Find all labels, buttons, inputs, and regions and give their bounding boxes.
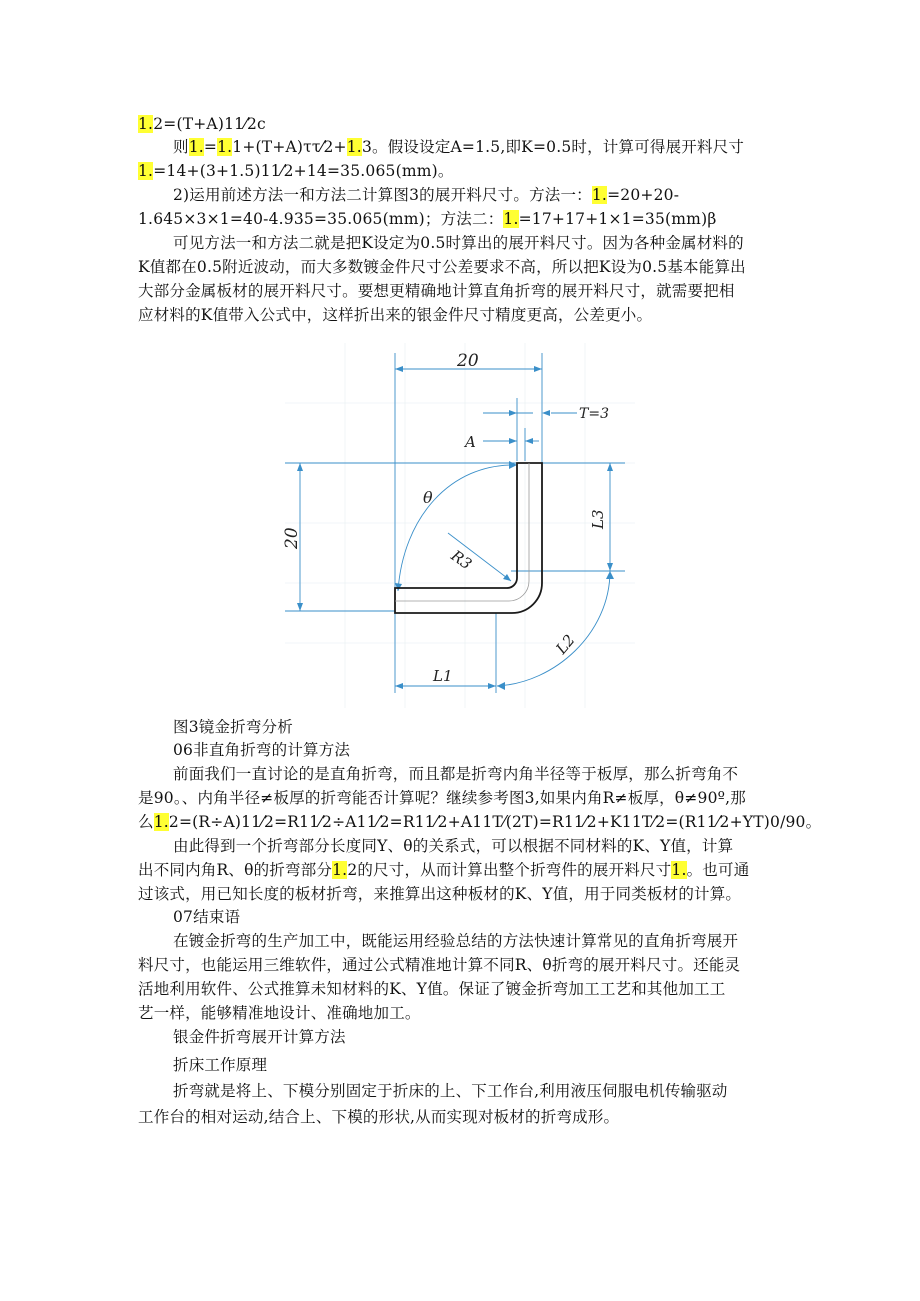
- text-run: 前面我们一直讨论的是直角折弯，而且都是折弯内角半径等于板厚，那么折弯角不: [173, 765, 739, 783]
- text-run: 应材料的K值带入公式中，这样折出来的银金件尺寸精度更高，公差更小。: [138, 306, 653, 324]
- text-line-l12: [173, 763, 738, 785]
- text-run: 则: [173, 138, 189, 156]
- text-run: =14+(3+1.5)11⁄2+14=35.065(mm)。: [153, 162, 454, 180]
- text-line-l11: [173, 739, 350, 761]
- text-run: 07结束语: [173, 908, 241, 926]
- highlighted-number: 1.: [153, 813, 169, 831]
- text-run: 活地利用软件、公式推算未知材料的K、Y值。保证了镀金折弯加工工艺和其他加工工: [138, 980, 726, 998]
- text-run: =: [203, 138, 218, 156]
- text-run: 料尺寸，也能运用三维软件，通过公式精准地计算不同R、θ折弯的展开料尺寸。还能灵: [138, 956, 741, 974]
- highlighted-number: 1.: [346, 138, 362, 156]
- text-line-l15: [173, 835, 733, 857]
- dim-width-label: 20: [457, 351, 479, 371]
- highlighted-number: 1.: [591, 186, 608, 204]
- text-run: 2的尺寸，从而计算出整个折弯件的展开料尺寸: [347, 861, 672, 879]
- text-run: 么: [138, 813, 154, 831]
- highlighted-number: 1.: [671, 861, 687, 879]
- text-run: K值都在0.5附近波动，而大多数镀金件尺寸公差要求不高，所以把K设为0.5基本能算出: [138, 258, 746, 276]
- text-line-l7: [138, 256, 746, 278]
- text-line-l16: [138, 859, 749, 881]
- label-theta: θ: [423, 488, 433, 507]
- figure-grid: [285, 343, 635, 708]
- text-run: 3。假设设定A=1.5,即K=0.5时，计算可得展开料尺寸: [361, 138, 745, 156]
- text-line-l22: [138, 1002, 421, 1024]
- text-line-l1: [138, 113, 266, 135]
- text-run: 是90。、内角半径≠板厚的折弯能否计算呢？继续参考图3,如果内角R≠板厚，θ≠90º,那: [138, 789, 746, 807]
- text-line-l14: [138, 811, 821, 833]
- text-run: =20+20-: [607, 186, 680, 204]
- text-line-l26: [138, 1106, 619, 1128]
- highlighted-number: 1.: [503, 210, 519, 228]
- text-run: 由此得到一个折弯部分长度同Y、θ的关系式，可以根据不同材料的K、Y值，计算: [173, 837, 734, 855]
- label-a: A: [465, 433, 476, 451]
- text-line-l17: [138, 883, 741, 905]
- highlighted-number: 1.: [332, 861, 348, 879]
- text-run: 折床工作原理: [173, 1056, 268, 1074]
- highlighted-number: 1.: [188, 138, 204, 156]
- text-run: 1+(T+A)ττ⁄2+: [232, 138, 347, 156]
- text-run: =17+17+1×1=35(mm)β: [518, 210, 717, 228]
- text-line-l6: [173, 232, 744, 254]
- dim-height-label: 20: [282, 527, 302, 549]
- label-l3: L3: [589, 509, 607, 529]
- text-line-l2: [173, 136, 744, 158]
- text-line-l10: [173, 716, 293, 738]
- text-line-l21: [138, 978, 725, 1000]
- text-line-l18: [173, 906, 240, 928]
- text-run: 2=(R÷A)11⁄2=R11⁄2÷A11⁄2=R11⁄2+A11T⁄(2T)=R11⁄2+K11T⁄2=(R11⁄2+YT)0/90。: [168, 813, 822, 831]
- text-run: 银金件折弯展开计算方法: [173, 1028, 346, 1046]
- highlighted-number: 1.: [138, 115, 154, 133]
- text-run: 可见方法一和方法二就是把K设定为0.5时算出的展开料尺寸。因为各种金属材料的: [173, 234, 744, 252]
- highlighted-number: 1.: [217, 138, 233, 156]
- text-run: 2=(T+A)11⁄2c: [153, 115, 266, 133]
- label-l2: L2: [552, 631, 579, 658]
- text-run: 折弯就是将上、下模分别固定于折床的上、下工作台,利用液压伺服电机传输驱动: [173, 1082, 728, 1100]
- text-run: 2)运用前述方法一和方法二计算图3的展开料尺寸。方法一：: [173, 186, 592, 204]
- text-line-l9: [138, 304, 652, 326]
- highlighted-number: 1.: [138, 162, 154, 180]
- text-line-l25: [173, 1080, 728, 1102]
- text-line-l23: [173, 1026, 346, 1048]
- dim-thickness-label: T=3: [579, 406, 609, 422]
- text-line-l13: [138, 787, 746, 809]
- text-line-l19: [173, 930, 738, 952]
- text-run: 出不同内角R、θ的折弯部分: [138, 861, 333, 879]
- text-line-l3: [138, 160, 454, 182]
- text-run: 图3镜金折弯分析: [173, 718, 293, 736]
- text-run: 艺一样，能够精准地设计、准确地加工。: [138, 1004, 421, 1022]
- text-run: 大部分金属板材的展开料尺寸。要想更精确地计算直角折弯的展开料尺寸，就需要把相: [138, 282, 735, 300]
- bent-sheet-part: [395, 463, 542, 613]
- text-run: 06非直角折弯的计算方法: [173, 741, 351, 759]
- text-line-l4: [173, 184, 679, 206]
- label-l1: L1: [433, 667, 453, 685]
- text-line-l8: [138, 280, 735, 302]
- text-line-l24: [173, 1054, 267, 1076]
- text-line-l5: [138, 208, 717, 230]
- text-run: 在镀金折弯的生产加工中，既能运用经验总结的方法快速计算常见的直角折弯展开: [173, 932, 739, 950]
- text-line-l20: [138, 954, 740, 976]
- text-run: 工作台的相对运动,结合上、下模的形状,从而实现对板材的折弯成形。: [138, 1108, 620, 1126]
- text-run: 过该式，用已知长度的板材折弯，来推算出这种板材的K、Y值，用于同类板材的计算。: [138, 885, 742, 903]
- text-run: 1.645×3×1=40-4.935=35.065(mm)；方法二：: [138, 210, 504, 228]
- label-radius: R3: [447, 546, 476, 574]
- sheet-metal-bend-figure: [282, 343, 635, 708]
- text-run: 。也可通: [686, 861, 750, 879]
